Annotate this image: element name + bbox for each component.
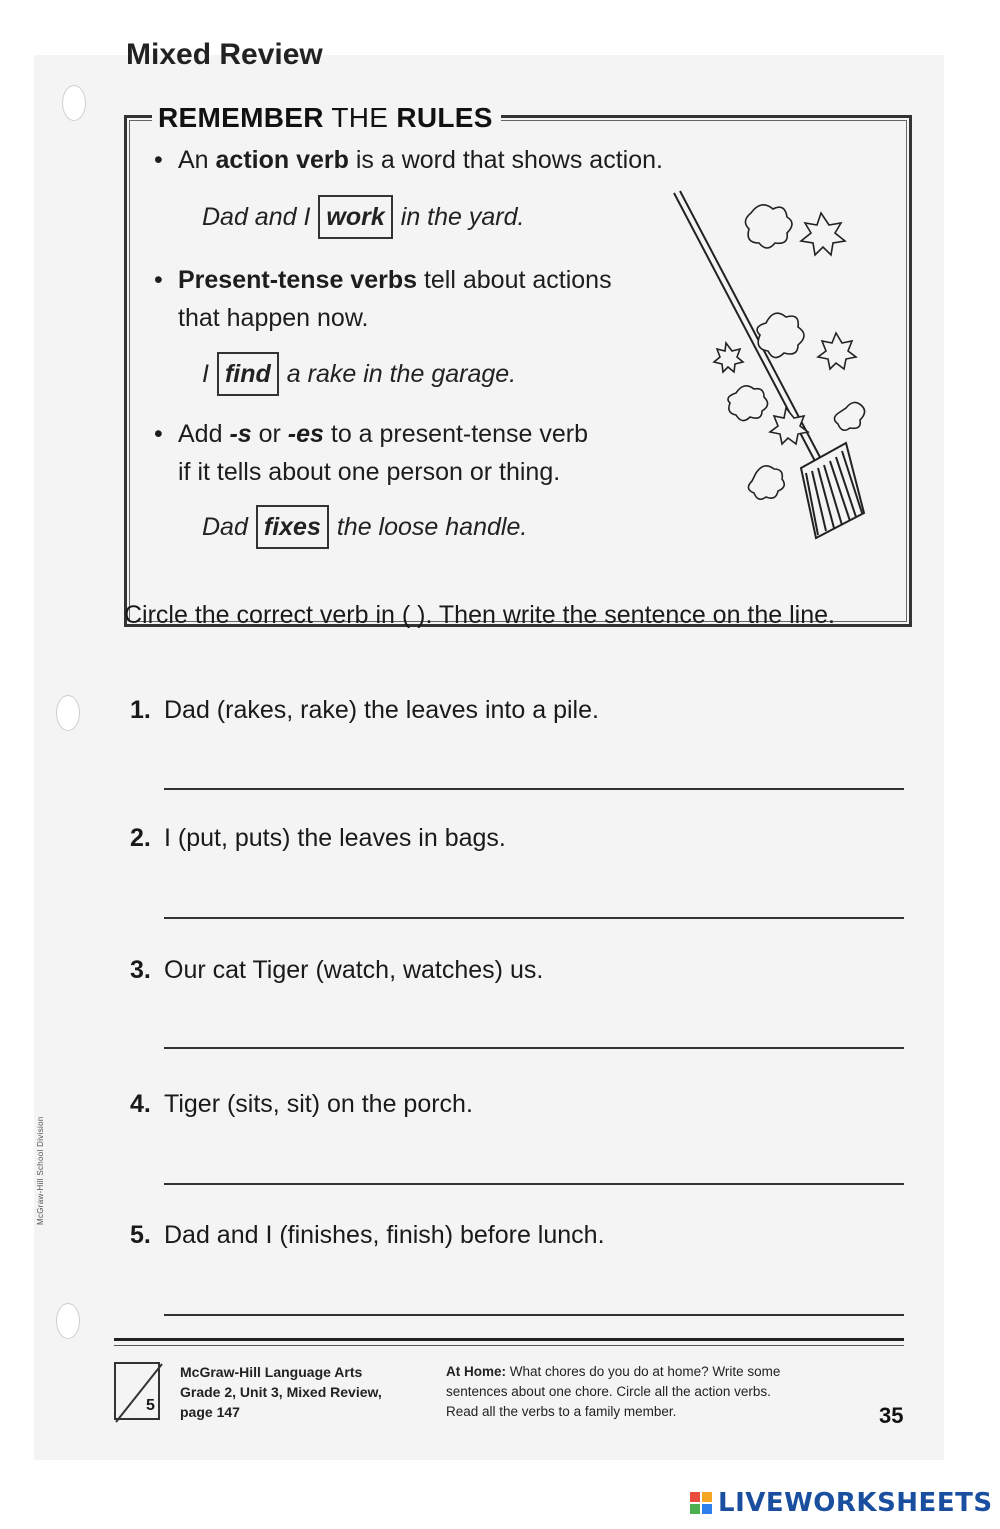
rule-3-pre: Add (178, 420, 230, 448)
example-1-verb: work (318, 195, 392, 239)
page-header (126, 38, 323, 71)
page-number: 35 (879, 1403, 904, 1428)
worksheet-page (34, 38, 944, 1460)
question-1 (130, 695, 599, 725)
answer-line-1[interactable] (164, 788, 904, 790)
answer-line-4[interactable] (164, 1183, 904, 1185)
rule-3 (154, 415, 588, 491)
binder-hole-bottom (56, 1303, 80, 1339)
rule-3-mid: or (251, 420, 288, 448)
question-2 (130, 823, 506, 853)
answer-line-5[interactable] (164, 1314, 904, 1316)
rules-title-the: THE (331, 102, 389, 133)
question-number: 2. (130, 824, 151, 852)
question-number: 3. (130, 956, 151, 984)
question-number: 1. (130, 696, 151, 724)
example-3-post: the loose handle. (336, 512, 528, 541)
leaf-4 (818, 333, 856, 369)
page-header-text: Mixed Review (126, 38, 323, 71)
rule-3-suffix-es: -es (287, 420, 324, 448)
rule-2 (154, 261, 612, 337)
rule-1-post: is a word that shows action. (348, 146, 663, 174)
rule-2-line2: that happen now. (178, 304, 369, 332)
rules-title (152, 103, 501, 133)
example-1-pre: Dad and I (202, 202, 311, 231)
publisher-info (180, 1362, 382, 1422)
bullet-icon: • (154, 266, 163, 294)
question-text: I (put, puts) the leaves in bags. (164, 824, 506, 852)
example-2-verb: find (217, 352, 279, 396)
example-3-pre: Dad (202, 512, 248, 541)
liveworksheets-logo-icon (690, 1492, 712, 1514)
rules-title-rules: RULES (396, 102, 493, 133)
answer-line-2[interactable] (164, 917, 904, 919)
leaf-9 (714, 343, 743, 372)
rake-leaves-illustration (666, 183, 866, 543)
footer-rule-thin (114, 1345, 904, 1346)
question-text: Dad and I (finishes, finish) before lunch. (164, 1221, 605, 1249)
rule-1-example (202, 195, 524, 239)
rule-2-example (202, 352, 516, 396)
binder-hole-top (62, 85, 86, 121)
leaf-3 (757, 313, 804, 357)
question-5 (130, 1220, 605, 1250)
example-3-verb: fixes (256, 505, 329, 549)
level-number: 5 (146, 1397, 155, 1414)
bullet-icon: • (154, 146, 163, 174)
leaf-5 (728, 386, 768, 421)
rule-1-pre: An (178, 146, 216, 174)
rule-2-term: Present-tense verbs (178, 266, 418, 294)
question-number: 5. (130, 1221, 151, 1249)
leaf-1 (745, 205, 792, 248)
rule-1 (154, 141, 663, 179)
brand-text: LIVEWORKSHEETS (718, 1488, 993, 1518)
question-text: Dad (rakes, rake) the leaves into a pile. (164, 696, 599, 724)
example-1-post: in the yard. (400, 202, 525, 231)
question-number: 4. (130, 1090, 151, 1118)
publisher-line-2: Grade 2, Unit 3, Mixed Review, (180, 1384, 382, 1400)
publisher-line-3: page 147 (180, 1404, 240, 1420)
footer-rule (114, 1338, 904, 1341)
question-3 (130, 955, 543, 985)
instructions: Circle the correct verb in ( ). Then write the sentence on the line. (124, 601, 835, 629)
publisher-line-1: McGraw-Hill Language Arts (180, 1364, 363, 1380)
rule-1-term: action verb (215, 146, 349, 174)
rule-3-line2: if it tells about one person or thing. (178, 458, 561, 486)
at-home-note (446, 1362, 806, 1422)
question-text: Tiger (sits, sit) on the porch. (164, 1090, 473, 1118)
rule-3-example (202, 505, 527, 549)
example-2-pre: I (202, 359, 209, 388)
sidebar-credit: McGraw-Hill School Division (36, 1116, 45, 1225)
binder-hole-middle (56, 695, 80, 731)
rule-2-post: tell about actions (417, 266, 612, 294)
leaf-8 (748, 466, 784, 499)
rule-3-suffix-s: -s (229, 420, 252, 448)
liveworksheets-brand[interactable] (690, 1488, 993, 1518)
bullet-icon: • (154, 420, 163, 448)
answer-line-3[interactable] (164, 1047, 904, 1049)
question-4 (130, 1089, 473, 1119)
at-home-text: What chores do you do at home? Write some sentences about one chore. Circle all the action verbs. Read all the verbs to a family member. (446, 1364, 781, 1419)
rule-3-post: to a present-tense verb (323, 420, 588, 448)
leaf-2 (801, 213, 845, 255)
at-home-label: At Home: (446, 1364, 506, 1379)
example-2-post: a rake in the garage. (286, 359, 517, 388)
rules-title-remember: REMEMBER (158, 102, 324, 133)
leaf-7 (834, 402, 864, 430)
question-text: Our cat Tiger (watch, watches) us. (164, 956, 544, 984)
